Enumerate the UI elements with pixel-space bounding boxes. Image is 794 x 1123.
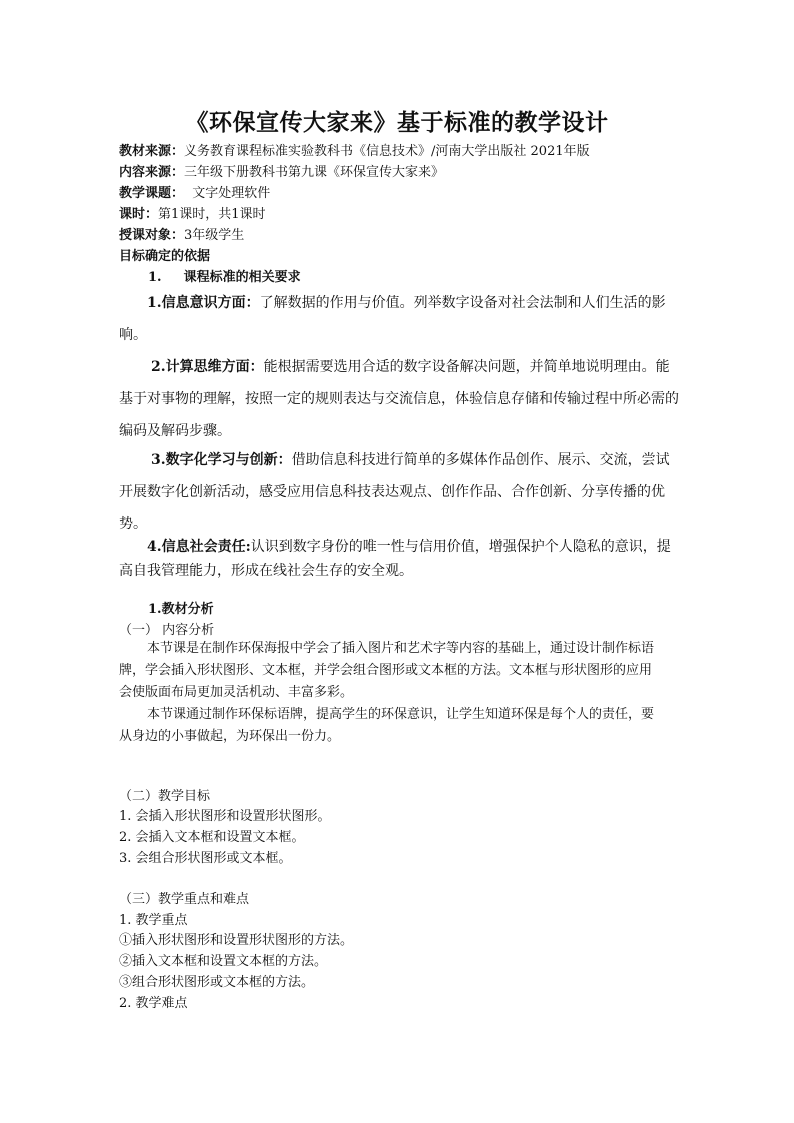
analysis-sub1: （一） 内容分析 <box>119 623 215 638</box>
standard-item-label: 4.信息社会责任: <box>147 539 251 555</box>
standard-item-2 <box>119 351 679 447</box>
document-title: 《环保宣传大家来》基于标准的教学设计 <box>185 109 609 136</box>
goal-item: 2. 会插入文本框和设置文本框。 <box>119 830 305 845</box>
analysis-paragraph-2: 本节课通过制作环保标语牌，提高学生的环保意识，让学生知道环保是每个人的责任，要从身边的小事做起，为环保出一份力。 <box>119 707 655 744</box>
meta-topic <box>119 184 270 204</box>
key-point-item: ②插入文本框和设置文本框的方法。 <box>119 954 328 969</box>
meta-source <box>119 142 590 162</box>
goal-item: 1. 会插入形状图形和设置形状图形。 <box>119 809 331 824</box>
standard-item-text: 能根据需要选用合适的数字设备解决问题，并简单地说明理由。能基于对事物的理解，按照一定的规则表达与交流信息，体验信息存储和传输过程中所必需的编码及解码步骤。 <box>119 359 679 439</box>
meta-topic-value: 文字处理软件 <box>184 186 271 201</box>
meta-audience <box>119 226 244 246</box>
standard-item-3 <box>119 444 679 540</box>
standard-item-text: 了解数据的作用与价值。列举数字设备对社会法制和人们生活的影响。 <box>119 295 666 343</box>
meta-content-label: 内容来源： <box>119 165 185 180</box>
meta-source-value: 义务教育课程标准实验教科书《信息技术》/河南大学出版社 2021年版 <box>184 144 590 159</box>
meta-content <box>119 163 444 183</box>
meta-content-value: 三年级下册教科书第九课《环保宣传大家来》 <box>184 165 445 180</box>
meta-hours-value: 第1课时，共1课时 <box>158 207 266 222</box>
standard-item-4 <box>119 535 679 583</box>
standards-heading-num: 1. <box>148 270 162 285</box>
basis-heading: 目标确定的依据 <box>119 249 211 264</box>
standard-item-label: 1.信息意识方面： <box>147 295 260 311</box>
meta-source-label: 教材来源： <box>119 144 185 159</box>
meta-audience-value: 3年级学生 <box>184 228 245 243</box>
standard-item-text: 认识到数字身份的唯一性与信用价值，增强保护个人隐私的意识，提高自我管理能力，形成在线社会生存的安全观。 <box>119 539 671 579</box>
analysis-sub2: （二）教学目标 <box>119 789 211 804</box>
analysis-paragraph-1: 本节课是在制作环保海报中学会了插入图片和艺术字等内容的基础上，通过设计制作标语牌，学会插入形状图形、文本框，并学会组合图形或文本框的方法。文本框与形状图形的应用会使版面布局更加灵活机动、丰富多彩。 <box>119 641 655 700</box>
key-points-heading: 1. 教学重点 <box>119 913 188 928</box>
standard-item-label: 2.计算思维方面： <box>151 359 264 375</box>
standard-item-1 <box>119 287 679 351</box>
standards-heading <box>148 268 301 288</box>
difficult-points-heading: 2. 教学难点 <box>119 996 188 1011</box>
goal-item: 3. 会组合形状图形或文本框。 <box>119 851 292 866</box>
standards-heading-text: 课程标准的相关要求 <box>183 270 301 285</box>
meta-audience-label: 授课对象： <box>119 228 185 243</box>
meta-topic-label: 教学课题： <box>119 186 185 201</box>
analysis-sub3: （三）教学重点和难点 <box>119 892 250 907</box>
meta-hours <box>119 205 266 225</box>
meta-hours-label: 课时： <box>119 207 159 222</box>
standard-item-text: 借助信息科技进行简单的多媒体作品创作、展示、交流，尝试开展数字化创新活动，感受应用信息科技表达观点、创作作品、合作创新、分享传播的优势。 <box>119 452 670 532</box>
analysis-heading: 1.教材分析 <box>148 602 214 617</box>
key-point-item: ①插入形状图形和设置形状图形的方法。 <box>119 933 354 948</box>
standard-item-label: 3.数字化学习与创新： <box>151 452 292 468</box>
key-point-item: ③组合形状图形或文本框的方法。 <box>119 975 315 990</box>
